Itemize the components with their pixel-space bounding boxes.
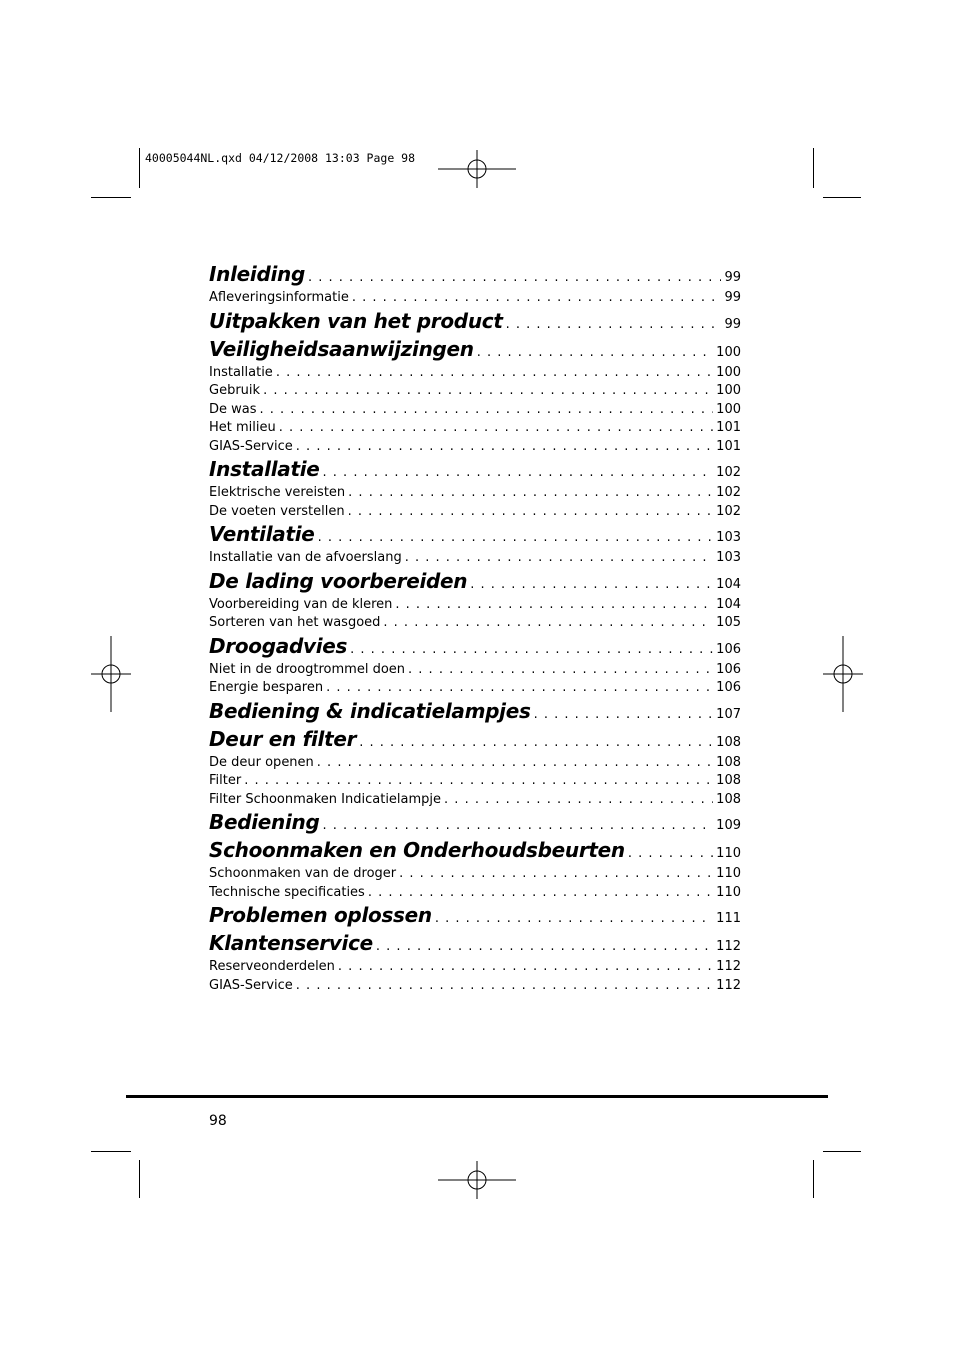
dot-leader <box>323 818 714 833</box>
toc-section-entry <box>209 504 741 523</box>
dot-leader <box>323 465 714 480</box>
crop-mark <box>139 1160 140 1198</box>
toc-entry-page: 106 <box>716 641 741 657</box>
toc-chapter-entry <box>209 727 741 755</box>
toc-section-entry <box>209 420 741 439</box>
toc-chapter-entry <box>209 699 741 727</box>
crop-mark <box>91 1151 131 1152</box>
toc-section-entry <box>209 866 741 885</box>
toc-entry-title: Energie besparen <box>209 680 324 695</box>
registration-mark-icon <box>91 636 131 712</box>
dot-leader <box>338 959 713 974</box>
toc-entry-title: Veiligheidsaanwijzingen <box>209 336 474 361</box>
toc-entry-page: 112 <box>716 977 741 993</box>
dot-leader <box>350 642 713 657</box>
toc-entry-page: 109 <box>716 818 741 833</box>
toc-entry-page: 106 <box>716 680 741 695</box>
toc-entry-page: 110 <box>716 884 741 900</box>
toc-entry-title: Schoonmaken en Onderhoudsbeurten <box>209 838 625 862</box>
toc-entry-title: Deur en filter <box>209 726 357 751</box>
toc-section-entry <box>209 550 741 569</box>
toc-section-entry <box>209 365 741 384</box>
toc-section-entry <box>209 402 741 421</box>
dot-leader <box>296 978 713 993</box>
toc-entry-title: Gebruik <box>209 383 261 398</box>
toc-section-entry <box>209 773 741 792</box>
dot-leader <box>628 846 713 861</box>
toc-entry-title: De voeten verstellen <box>209 503 345 519</box>
toc-entry-page: 102 <box>716 485 741 500</box>
dot-leader <box>352 290 722 305</box>
dot-leader <box>279 420 713 435</box>
toc-entry-title: Voorbereiding van de kleren <box>209 596 393 612</box>
toc-entry-title: Sorteren van het wasgoed <box>209 615 381 630</box>
toc-section-entry <box>209 959 741 978</box>
dot-leader <box>359 735 713 750</box>
dot-leader <box>383 615 713 630</box>
toc-entry-title: Afleveringsinformatie <box>209 290 349 305</box>
toc-entry-page: 105 <box>716 615 741 630</box>
toc-entry-page: 101 <box>716 438 741 454</box>
toc-chapter-entry <box>209 457 741 485</box>
toc-section-entry <box>209 597 741 616</box>
toc-entry-title: Installatie <box>209 364 273 380</box>
toc-chapter-entry <box>209 262 741 290</box>
toc-entry-page: 108 <box>716 773 741 788</box>
toc-entry-page: 108 <box>716 734 741 750</box>
dot-leader <box>368 885 713 900</box>
toc-section-entry <box>209 290 741 309</box>
toc-entry-title: De was <box>209 401 257 417</box>
toc-section-entry <box>209 755 741 774</box>
crop-mark <box>823 1151 861 1152</box>
toc-entry-title: Niet in de droogtrommel doen <box>209 661 406 677</box>
dot-leader <box>308 270 721 285</box>
toc-chapter-entry <box>209 337 741 365</box>
toc-entry-page: 100 <box>716 401 741 417</box>
dot-leader <box>444 792 713 807</box>
registration-mark-icon <box>438 150 516 188</box>
dot-leader <box>326 680 713 695</box>
toc-entry-page: 110 <box>716 866 741 881</box>
toc-entry-page: 103 <box>716 550 741 565</box>
toc-entry-title: Elektrische vereisten <box>209 485 346 500</box>
toc-entry-title: De lading voorbereiden <box>209 568 468 593</box>
toc-entry-title: Reserveonderdelen <box>209 959 335 974</box>
toc-entry-page: 111 <box>716 911 741 926</box>
crop-mark <box>813 1160 814 1198</box>
toc-chapter-entry <box>209 810 741 838</box>
toc-entry-page: 107 <box>716 706 741 722</box>
toc-entry-page: 102 <box>716 465 741 480</box>
toc-entry-title: Filter <box>209 773 242 788</box>
toc-entry-page: 100 <box>716 344 741 360</box>
registration-mark-icon <box>438 1161 516 1199</box>
toc-entry-title: Bediening <box>209 810 320 834</box>
dot-leader <box>348 504 714 519</box>
toc-section-entry <box>209 439 741 458</box>
toc-section-entry <box>209 680 741 699</box>
dot-leader <box>534 707 714 722</box>
toc-section-entry <box>209 485 741 504</box>
table-of-contents <box>209 262 741 996</box>
dot-leader <box>318 530 714 545</box>
toc-entry-title: Technische specificaties <box>209 884 365 900</box>
dot-leader <box>260 402 714 417</box>
crop-mark <box>139 148 140 188</box>
toc-entry-page: 102 <box>716 503 741 519</box>
toc-entry-title: GIAS-Service <box>209 438 293 454</box>
dot-leader <box>395 597 713 612</box>
toc-chapter-entry <box>209 634 741 662</box>
dot-leader <box>376 939 713 954</box>
dot-leader <box>506 317 722 332</box>
toc-section-entry <box>209 978 741 997</box>
toc-entry-title: Het milieu <box>209 420 276 435</box>
dot-leader <box>276 365 713 380</box>
toc-entry-page: 99 <box>724 316 741 332</box>
toc-entry-title: Inleiding <box>209 262 305 286</box>
dot-leader <box>399 866 713 881</box>
toc-entry-title: Uitpakken van het product <box>209 308 503 333</box>
dot-leader <box>408 662 713 677</box>
dot-leader <box>263 383 713 398</box>
toc-chapter-entry <box>209 903 741 931</box>
toc-chapter-entry <box>209 309 741 337</box>
page-number: 98 <box>209 1113 227 1129</box>
toc-entry-title: Klantenservice <box>209 931 373 955</box>
dot-leader <box>348 485 713 500</box>
dot-leader <box>405 550 713 565</box>
dot-leader <box>244 773 713 788</box>
toc-entry-page: 103 <box>716 530 741 545</box>
toc-entry-page: 104 <box>716 576 741 592</box>
toc-entry-page: 104 <box>716 596 741 612</box>
toc-section-entry <box>209 885 741 904</box>
toc-chapter-entry <box>209 931 741 959</box>
dot-leader <box>435 911 713 926</box>
toc-section-entry <box>209 792 741 811</box>
toc-entry-title: Problemen oplossen <box>209 903 432 927</box>
toc-section-entry <box>209 383 741 402</box>
toc-chapter-entry <box>209 569 741 597</box>
toc-entry-title: Droogadvies <box>209 633 348 658</box>
toc-entry-title: Filter Schoonmaken Indicatielampje <box>209 791 442 807</box>
crop-mark <box>813 148 814 188</box>
toc-entry-title: Installatie van de afvoerslang <box>209 550 402 565</box>
toc-entry-title: Bediening & indicatielampjes <box>209 698 531 723</box>
toc-entry-page: 110 <box>716 846 741 861</box>
toc-entry-page: 101 <box>716 420 741 435</box>
toc-entry-title: De deur openen <box>209 754 314 770</box>
toc-entry-title: GIAS-Service <box>209 977 293 993</box>
dot-leader <box>296 439 713 454</box>
toc-entry-page: 108 <box>716 791 741 807</box>
toc-chapter-entry <box>209 522 741 550</box>
toc-chapter-entry <box>209 838 741 866</box>
registration-mark-icon <box>823 636 863 712</box>
file-slug: 40005044NL.qxd 04/12/2008 13:03 Page 98 <box>145 151 416 165</box>
dot-leader <box>477 345 713 360</box>
toc-section-entry <box>209 615 741 634</box>
footer-rule <box>126 1095 828 1098</box>
crop-mark <box>91 197 131 198</box>
toc-entry-title: Installatie <box>209 457 320 481</box>
toc-entry-page: 112 <box>716 939 741 954</box>
toc-entry-page: 100 <box>716 364 741 380</box>
toc-section-entry <box>209 662 741 681</box>
toc-entry-page: 108 <box>716 754 741 770</box>
toc-entry-page: 99 <box>724 270 741 285</box>
toc-entry-page: 106 <box>716 661 741 677</box>
crop-mark <box>823 197 861 198</box>
toc-entry-page: 112 <box>716 959 741 974</box>
dot-leader <box>470 577 713 592</box>
toc-entry-title: Schoonmaken van de droger <box>209 866 397 881</box>
toc-entry-page: 99 <box>724 290 741 305</box>
toc-entry-page: 100 <box>716 383 741 398</box>
dot-leader <box>317 755 713 770</box>
toc-entry-title: Ventilatie <box>209 522 315 546</box>
